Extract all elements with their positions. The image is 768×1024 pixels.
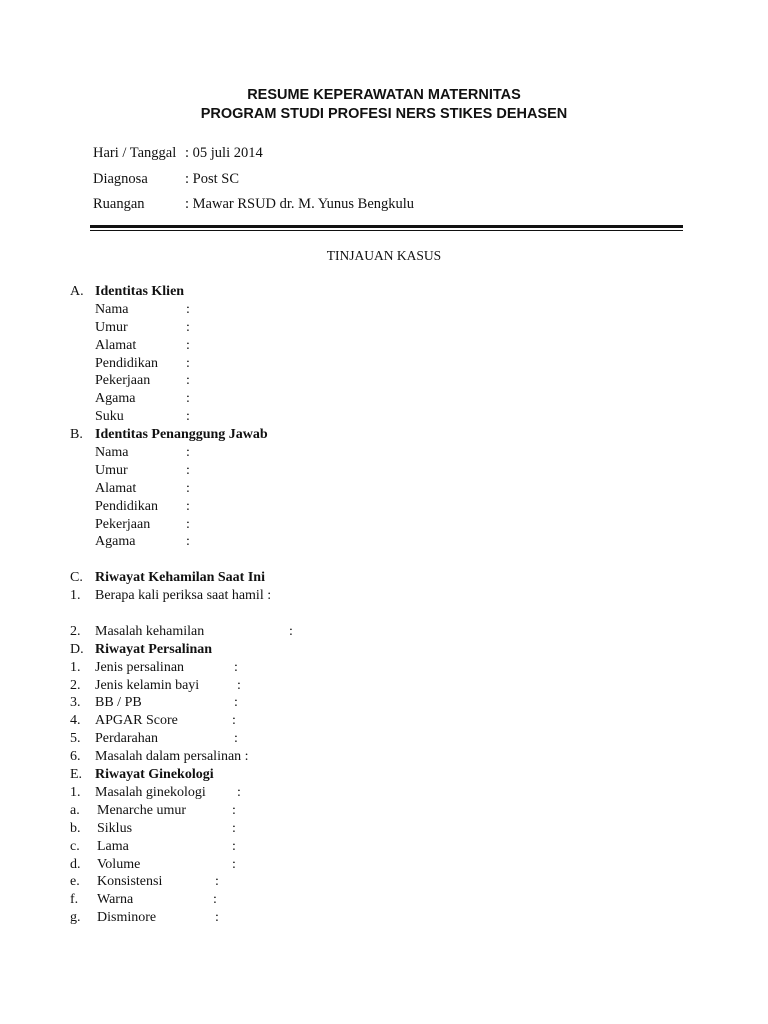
section-marker: C. (70, 570, 83, 586)
document-subtitle-program: PROGRAM STUDI PROFESI NERS STIKES DEHASEN (200, 106, 568, 122)
field-colon: : (186, 498, 190, 514)
header-divider-thick (90, 225, 683, 228)
field-colon: : (186, 445, 190, 461)
item-marker: f. (70, 892, 79, 908)
field-label: Agama (95, 534, 136, 550)
meta-value: : 05 juli 2014 (185, 145, 263, 161)
item-label: Siklus (97, 820, 133, 836)
item-marker: 1. (70, 784, 81, 800)
field-colon: : (186, 373, 190, 389)
item-marker: 5. (70, 731, 81, 747)
field-colon: : (186, 534, 190, 550)
field-colon: : (186, 516, 190, 532)
field-label: Pendidikan (95, 498, 158, 514)
field-colon: : (234, 731, 238, 747)
item-marker: g. (70, 910, 81, 926)
item-marker: 4. (70, 713, 81, 729)
item-marker: c. (70, 838, 80, 854)
meta-label: Ruangan (93, 196, 145, 212)
field-colon: : (186, 480, 190, 496)
field-colon: : (234, 659, 238, 675)
item-marker: 1. (70, 588, 81, 604)
item-label: APGAR Score (95, 713, 178, 729)
field-colon: : (232, 802, 236, 818)
item-marker: 2. (70, 623, 81, 639)
section-title: TINJAUAN KASUS (326, 248, 442, 263)
item-label: Konsistensi (97, 874, 163, 890)
item-label: Disminore (97, 910, 157, 926)
document-title: RESUME KEPERAWATAN MATERNITAS (247, 87, 521, 103)
field-label: Alamat (95, 337, 137, 353)
item-label: Volume (97, 856, 141, 872)
field-colon: : (289, 623, 293, 639)
item-label: BB / PB (95, 695, 142, 711)
item-marker: 3. (70, 695, 81, 711)
section-marker: D. (70, 641, 84, 657)
field-colon: : (186, 319, 190, 335)
meta-value: : Post SC (185, 170, 239, 187)
section-heading-text: Riwayat Ginekologi (95, 767, 214, 783)
item-label: Warna (97, 892, 134, 908)
item-marker: 6. (70, 749, 81, 765)
field-label: Nama (95, 301, 129, 317)
section-heading-text: Riwayat Persalinan (95, 641, 213, 657)
field-colon: : (186, 355, 190, 371)
field-label: Pendidikan (95, 355, 158, 371)
item-label: Masalah ginekologi (95, 784, 206, 800)
document-header (0, 86, 768, 124)
field-label: Alamat (95, 480, 137, 496)
field-colon: : (215, 874, 219, 890)
field-label: Umur (95, 319, 128, 335)
field-colon: : (215, 910, 219, 926)
meta-label: Diagnosa (93, 170, 148, 187)
item-label: Jenis kelamin bayi (95, 677, 200, 693)
item-marker: b. (70, 820, 81, 836)
meta-value: : Mawar RSUD dr. M. Yunus Bengkulu (185, 196, 415, 212)
field-label: Suku (95, 409, 124, 425)
field-label: Nama (95, 445, 129, 461)
field-label: Agama (95, 391, 136, 407)
item-label: Berapa kali periksa saat hamil : (95, 588, 272, 604)
item-label: Masalah dalam persalinan : (95, 749, 249, 765)
field-colon: : (237, 677, 241, 693)
section-heading-text: Identitas Penanggung Jawab (95, 427, 268, 443)
item-label: Perdarahan (95, 731, 158, 747)
section-heading-text: Identitas Klien (95, 284, 185, 299)
field-colon: : (186, 409, 190, 425)
section-marker: B. (70, 427, 83, 443)
field-label: Pekerjaan (95, 373, 151, 389)
item-marker: 2. (70, 677, 81, 693)
item-marker: e. (70, 874, 80, 890)
field-colon: : (234, 695, 238, 711)
field-colon: : (232, 856, 236, 872)
field-colon: : (186, 337, 190, 353)
meta-label: Hari / Tanggal (93, 145, 177, 161)
item-label: Jenis persalinan (95, 659, 185, 675)
field-colon: : (232, 838, 236, 854)
field-colon: : (186, 301, 190, 317)
field-colon: : (186, 391, 190, 407)
header-divider-thin (90, 230, 683, 231)
field-colon: : (232, 713, 236, 729)
section-marker: A. (70, 284, 84, 299)
section-marker: E. (70, 767, 83, 783)
field-colon: : (213, 892, 217, 908)
field-colon: : (237, 784, 241, 800)
field-colon: : (186, 462, 190, 478)
item-marker: a. (70, 802, 80, 818)
field-label: Pekerjaan (95, 516, 151, 532)
item-label: Lama (97, 838, 129, 854)
item-marker: 1. (70, 659, 81, 675)
section-heading-text: Riwayat Kehamilan Saat Ini (95, 570, 265, 586)
field-colon: : (232, 820, 236, 836)
item-label: Masalah kehamilan (95, 623, 205, 639)
field-label: Umur (95, 462, 128, 478)
item-marker: d. (70, 856, 81, 872)
item-label: Menarche umur (97, 802, 187, 818)
